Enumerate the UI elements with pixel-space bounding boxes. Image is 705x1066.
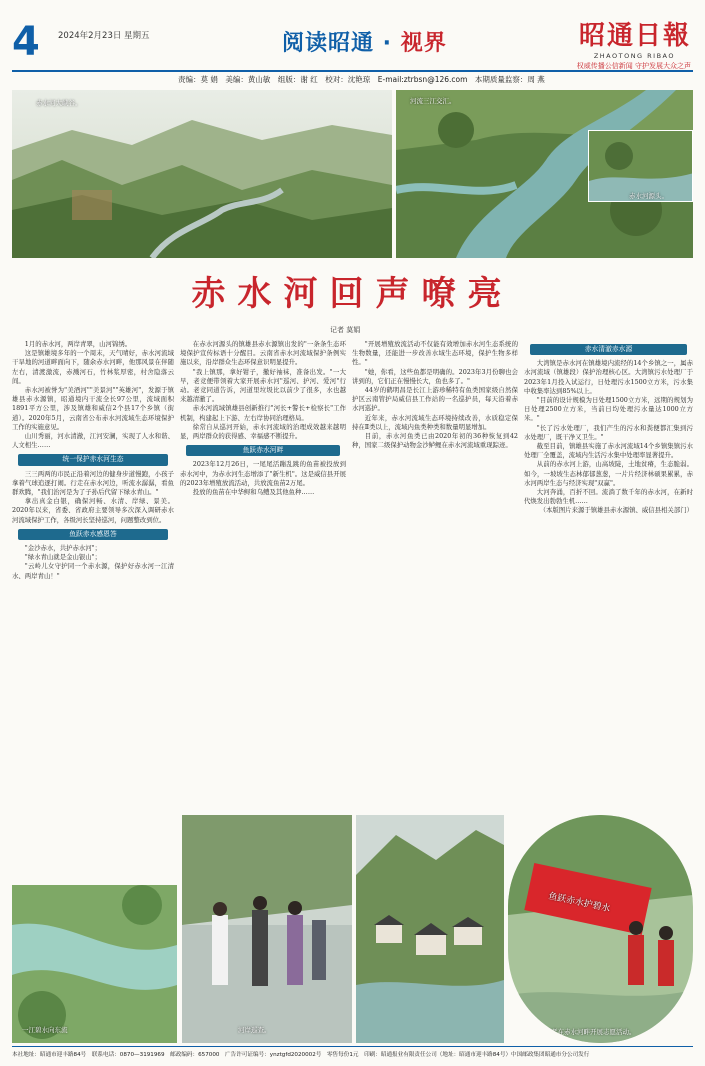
- article-headline: 赤水河回声嘹亮: [191, 274, 514, 314]
- page-number: 4: [12, 19, 40, 65]
- paragraph: "绿水青山就是金山银山"；: [24, 553, 101, 562]
- paragraph: "开展增殖放流活动不仅能有效增加赤水河生态系统的生物数量，还能进一步改善水域生态环境，保护生物多样性。": [352, 340, 518, 367]
- text-column-1: [12, 340, 174, 880]
- paragraph: 从前的赤水河上游，山高坡陡，土地贫瘠，生态脆弱。如今，一坡坡生态林郁郁葱葱，一片片经济林硕果累累，赤水河两岸生态与经济实现"双赢"。: [524, 460, 693, 487]
- paragraph: 1月的赤水河，两岸青翠，山河锦绣。: [24, 340, 132, 348]
- text-column-2: [180, 340, 346, 810]
- paragraph: 赤水河流域镇雄县创新推行"河长+警长+检察长"工作机制，构建起上下游、左右岸协同治理格局。: [180, 404, 346, 422]
- volunteer-banner-image: [508, 815, 693, 1043]
- subheading: 赤水清澈赤水源: [530, 344, 687, 355]
- paragraph: 在赤水河源头的镇雄县赤水源镇出发的"一条条生态环境保护宣传标语十分醒目。云南省赤水河流域保护条例实施以来，沿岸群众生态环保意识明显提升。: [180, 340, 346, 367]
- photo-bottom-left: [182, 815, 352, 1043]
- header-rule: [12, 70, 693, 72]
- subheading: 鱼跃赤水河畔: [186, 445, 340, 456]
- paragraph: "我上镇那，拿好钳子，撤好袖袜，准备出发。"一大早，老竞便带领着大家开展赤水河"巡河、护河、爱河"行动。老竞同道告诉，河道里垃圾比以前少了很多，水也越来越清澈了。: [180, 367, 346, 404]
- photo-bottom-left-caption: 河岸巡查。: [238, 1026, 271, 1034]
- paragraph: 拿出真金白银，确保河畅、水清、岸绿、景美。2020年以来，省委、省政府主要领导多次深入调研赤水河流域保护工作，各级河长坚持巡河，问题整改到位。: [12, 497, 174, 524]
- paragraph: 44岁的鹤明昌是长江上游珍稀特有鱼类国家级自然保护区云南管护局威信县工作站的一名巡护员，每天沿着赤水河巡护。: [352, 386, 518, 413]
- paragraph: 这是镇雄境多年的一个周末，天气晴好，赤水河流域干旱地的河道畔面向下，随余赤水河畔，他那风景在伴随左右，清渡激流，赤溅河石，竹林浆厚密，村舍隐落云间。: [12, 349, 174, 385]
- paragraph: "目前的设计规模为日处理1500立方米，远期的规划为日处理2500立方米，当前日均处理污水量达1000立方米。": [524, 396, 693, 423]
- paper-pinyin: ZHAOTONG RIBAO: [593, 52, 675, 60]
- photo-bottom-right: [508, 815, 693, 1043]
- text-column-4: [524, 340, 693, 810]
- paragraph: 赤水河被誉为"美酒河""美景河""英雄河"，发源于镇雄县赤水源镇，昭通境内干流全长97公里，流域面积1891平方公里，涉及镇雄和威信2个县17个乡镇（街道）。2020年5月，云南省公布赤水河流域生态环境保护工作的实施意见。: [12, 386, 174, 431]
- paragraph: 目前，赤水河鱼类已由2020年初的36种恢复到42种，国家二级保护动物金沙鲈鲤在赤水河流域重现踪迹。: [352, 432, 518, 450]
- paragraph: 大河奔涌，百折不回。流淌了数千年的赤水河，在新时代焕发出勃勃生机……: [524, 488, 693, 506]
- paragraph: 山川秀丽，河水清澈，江河安澜，实现了人水和谐、人文相生……: [12, 432, 174, 450]
- paragraph: 截至目前，镇雄县实施了赤水河流域14个乡镇集镇污水处理厂全覆盖，流域内生活污水集中处理率显著提升。: [524, 442, 693, 460]
- photo-bottom-right-caption: 志愿者在赤水河畔开展志愿活动。: [538, 1028, 636, 1036]
- paragraph: "云岭儿女守护同一个赤水源，保护好赤水河一江清水、两岸青山！": [12, 562, 174, 580]
- editor-credits: 责编：莫 娟 美编：黄山敏 组版：谢 红 校对：沈艳琼 E-mail:ztrbsn@126.com 本期质量监察：周 燕: [178, 75, 545, 84]
- river-patrol-image: [182, 815, 352, 1043]
- photo-top-left: [12, 90, 392, 258]
- photo-top-right-inset: [588, 130, 693, 202]
- banner-text: 鱼跃赤水护碧水: [547, 891, 612, 915]
- photo-top-right-inset-caption: 赤水河源头。: [629, 192, 668, 200]
- paper-slogan: 权威传播公信新闻 守护发展大众之声: [576, 62, 691, 70]
- text-column-3: [352, 340, 518, 810]
- subheading: 鱼跃赤水感恩答: [18, 529, 168, 540]
- issue-date: 2024年2月23日 星期五: [58, 31, 150, 41]
- paragraph: "长了污水处理厂，我们产生的污水和粪便都汇集到污水处理厂，既干净又卫生。": [524, 423, 693, 441]
- publisher-footer: 本社地址：昭通市迎丰路84号 联系电话：0870—3191969 邮政编码：657000 广告许可证编号：ynztgfd2020002号 零售每份1元 印刷：昭通报业有限责任公司（地址：昭通市迎丰路84号）中国邮政集团昭通市分公司发行: [12, 1052, 590, 1058]
- paragraph: 三三两两的市民正沿着河边的健身步道慢跑，小孩子拿着气球追逐打闹。行走在赤水河边，听流水潺潺，看鱼群欢腾，"我们治河是为了子孙后代留下绿水青山。": [12, 469, 174, 497]
- paragraph: 近年来，赤水河流域生态环境持续改善，水质稳定保持在Ⅱ类以上，流域内鱼类种类和数量明显增加。: [352, 413, 518, 431]
- riverside-village-image: [356, 815, 504, 1043]
- green-river-image: [12, 885, 177, 1043]
- section-title-prefix: 阅读昭通 ·: [282, 31, 401, 56]
- photo-top-left-caption: 赤水河大峡谷。: [36, 99, 82, 107]
- gorge-landscape-image: [12, 90, 392, 258]
- photo-bottom-middle: [356, 815, 504, 1043]
- section-title-emphasis: 视界: [400, 31, 447, 56]
- photo-bottom-strip-caption: 一江碧水向东流: [22, 1026, 68, 1034]
- photo-top-right-caption: 河流三江交汇。: [410, 97, 456, 105]
- photo-bottom-strip: [12, 885, 177, 1043]
- paragraph: 大湾镇是赤水河在镇雄境内流经的14个乡镇之一，属赤水河流域（镇雄段）保护治理核心区。大湾镇污水处理厂于2023年1月投入试运行，日处理污水1500立方米，污水集中收集率达到85%以上。: [524, 359, 693, 395]
- paragraph: "她，你看，这些鱼都是明确的。2023年3月份聊也会讲到的，它们正在慢慢长大，鱼也多了。": [352, 367, 518, 385]
- paragraph: 2023年12月26日，一尾尾活蹦乱跳的鱼苗被投放到赤水河中，为赤水河生态增添了"新生机"。这是威信县开展的2023年增殖放流活动，共放流鱼苗2万尾。: [180, 460, 346, 487]
- article-byline: 记者 莫娟: [330, 326, 361, 334]
- photo-source-note: （本版图片来源于镇雄县赤水源镇、威信县相关部门）: [539, 506, 693, 515]
- paragraph: 徐常自从巡河开始，赤水河流域的治理成效越来越明显，两岸群众的获得感、幸福感不断提升。: [180, 422, 346, 441]
- section-title: [282, 26, 447, 57]
- footer-rule: [12, 1046, 693, 1047]
- subheading: 统一保护赤水河生态: [18, 454, 168, 465]
- paragraph: 投放的鱼苗在中华鲟和乌鳢及其他鱼种……: [192, 488, 315, 497]
- paper-logo: 昭通日報: [578, 21, 691, 51]
- paragraph: "金沙赤水，共护赤水河"；: [24, 544, 101, 553]
